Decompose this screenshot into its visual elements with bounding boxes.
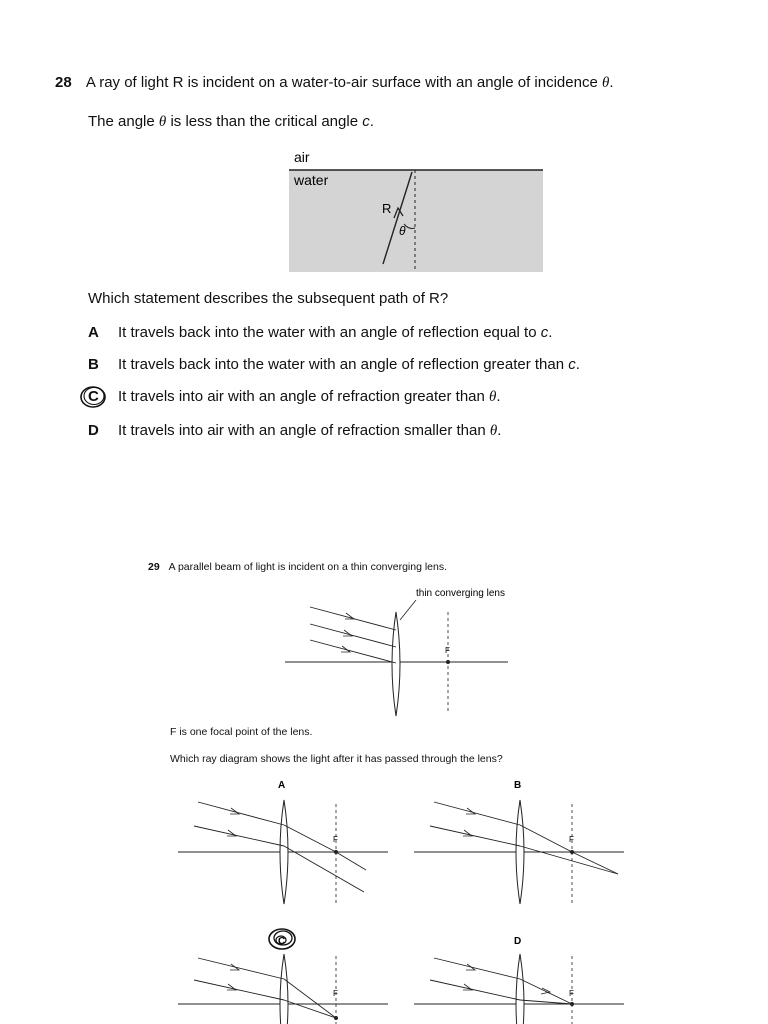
option-a-text-wrap: [118, 324, 552, 341]
arrow-icon: [227, 984, 236, 990]
ray: [194, 980, 284, 1000]
option-d-end: .: [497, 422, 502, 439]
focal-label: F: [333, 835, 338, 844]
ray-diagram-c[interactable]: [174, 926, 394, 1024]
diagram-a-label: A: [278, 780, 286, 791]
lens-label: thin converging lens: [416, 588, 505, 599]
lens-pointer: [400, 600, 416, 620]
q28-period: .: [609, 74, 614, 91]
ray: [434, 802, 520, 825]
focal-point: [446, 660, 450, 664]
lens-icon: [516, 800, 524, 904]
ray: [284, 825, 336, 852]
option-a-sym: c: [540, 324, 549, 341]
ray: [194, 826, 284, 846]
focal-label: F: [569, 989, 574, 998]
diagram-c-label: C: [278, 936, 286, 947]
arrow-icon: [466, 964, 475, 970]
option-d-text-wrap: [118, 422, 501, 440]
focal-label: F: [569, 835, 574, 844]
q28-condition-c: c: [362, 113, 370, 130]
angle-label: θ: [399, 224, 406, 238]
ray-diagram-b[interactable]: [410, 776, 630, 906]
lens-icon: [280, 954, 288, 1024]
q28-condition: [88, 113, 374, 131]
option-c-text: It travels into air with an angle of refraction greater than: [118, 388, 485, 405]
q29-number: 29: [148, 561, 160, 573]
option-b-text-wrap: [118, 356, 580, 373]
arrow-icon: [463, 984, 472, 990]
option-b-text: It travels back into the water with an angle of reflection greater than: [118, 356, 565, 373]
arrow-icon: [345, 613, 354, 619]
option-d-text: It travels into air with an angle of refraction smaller than: [118, 422, 486, 439]
option-a[interactable]: [88, 324, 553, 341]
ray: [336, 852, 366, 870]
q29-stem: [148, 561, 447, 573]
diagram-b-label: B: [514, 780, 522, 791]
lens-icon: [280, 800, 288, 904]
q28-condition-theta: θ: [158, 114, 167, 130]
q28-stem: [55, 74, 614, 92]
ray: [198, 802, 284, 825]
ray: [284, 846, 364, 892]
air-label: air: [294, 149, 310, 165]
q28-condition-b: is less than the critical angle: [170, 113, 359, 130]
option-c-text-wrap: [118, 388, 501, 406]
ray: [430, 826, 520, 846]
arrow-icon: [227, 830, 236, 836]
q28-stem-text: A ray of light R is incident on a water-to-air surface with an angle of incidence: [85, 74, 598, 91]
arrow-icon: [463, 830, 472, 836]
q28-condition-a: The angle: [88, 113, 155, 130]
q29-lens-diagram: [280, 582, 520, 718]
lens-icon: [392, 612, 400, 716]
q29-stem-text: A parallel beam of light is incident on a thin converging lens.: [168, 561, 448, 573]
q28-diagram: [288, 146, 544, 274]
focal-label: F: [333, 989, 338, 998]
option-b-end: .: [575, 356, 580, 373]
water-label: water: [294, 172, 329, 188]
q28-theta: θ: [601, 75, 610, 91]
answer-circle-icon: [79, 384, 109, 410]
option-a-end: .: [548, 324, 553, 341]
focal-note: F is one focal point of the lens.: [170, 726, 313, 738]
q28-number: 28: [55, 74, 72, 91]
lens-icon: [516, 954, 524, 1024]
q28-question: Which statement describes the subsequent path of R?: [88, 290, 449, 307]
option-a-text: It travels back into the water with an angle of reflection equal to: [118, 324, 537, 341]
option-d[interactable]: [88, 422, 502, 439]
ray: [284, 1000, 336, 1018]
option-b-sym: c: [568, 356, 576, 373]
ray: [434, 958, 520, 979]
option-c-letter: C: [88, 388, 99, 405]
option-a-letter: A: [88, 324, 99, 341]
arrow-icon: [230, 964, 239, 970]
option-c-sym: θ: [489, 389, 497, 405]
ray-label: R: [382, 201, 392, 216]
option-b-letter: B: [88, 356, 99, 373]
option-d-sym: θ: [489, 423, 498, 439]
q28-condition-period: .: [369, 113, 374, 130]
q29-question: Which ray diagram shows the light after it has passed through the lens?: [170, 753, 503, 765]
ray: [430, 980, 520, 1000]
ray: [284, 979, 336, 1018]
diagram-d-label: D: [514, 936, 522, 947]
ray-diagram-a[interactable]: [174, 776, 394, 906]
option-b[interactable]: [88, 356, 580, 373]
option-d-letter: D: [88, 422, 99, 439]
ray: [198, 958, 284, 979]
option-c-end: .: [496, 388, 501, 405]
option-c[interactable]: [88, 388, 501, 405]
ray-diagram-d[interactable]: [410, 926, 630, 1024]
focal-label: F: [445, 646, 450, 655]
